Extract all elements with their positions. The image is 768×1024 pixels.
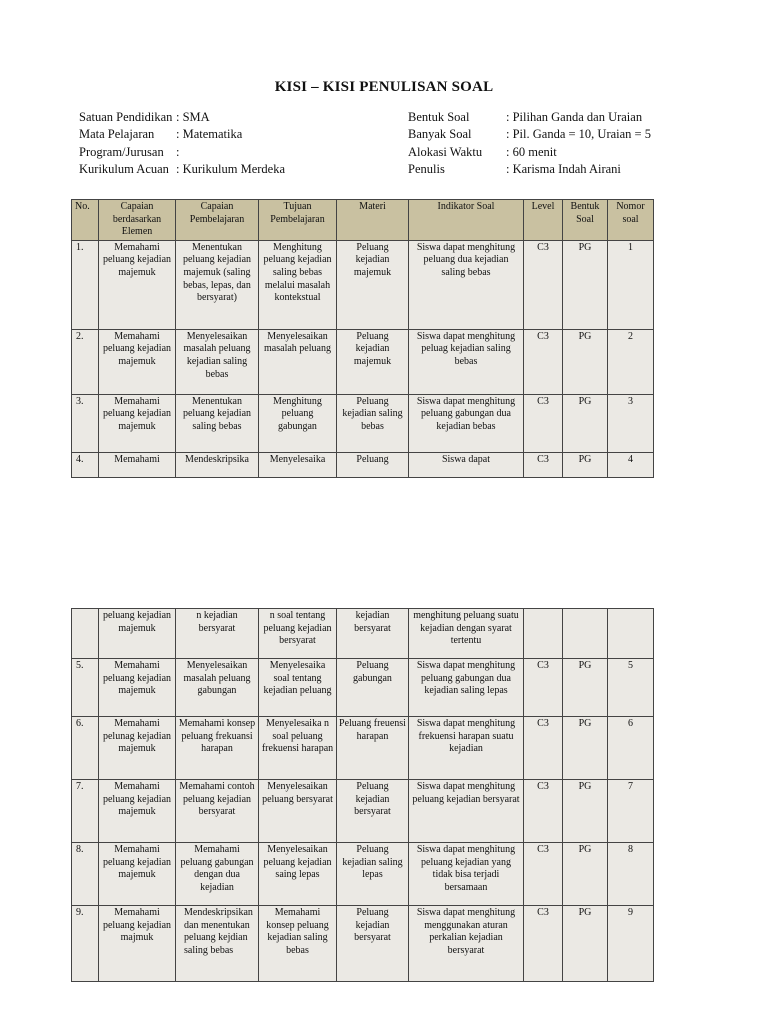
- meta-value: : SMA: [176, 110, 210, 124]
- table-row: [72, 717, 654, 780]
- cell-bentuk: PG: [563, 329, 608, 394]
- cell-materi: Peluang freuensi harapan: [337, 717, 409, 780]
- cell-indikator: Siswa dapat menghitung peluang gabungan dua kejadian saling lepas: [409, 659, 524, 717]
- meta-row: [408, 109, 651, 126]
- cell-level: C3: [524, 843, 563, 906]
- cell-materi: Peluang kejadian saling bebas: [337, 394, 409, 452]
- cell-nomor: 4: [608, 452, 654, 477]
- cell-indikator: Siswa dapat menghitung peluang dua kejadian saling bebas: [409, 240, 524, 329]
- header-no: No.: [72, 200, 99, 241]
- cell-indikator: Siswa dapat menghitung peluang kejadian yang tidak bisa terjadi bersamaan: [409, 843, 524, 906]
- document-meta-left: [79, 109, 285, 178]
- meta-row: [79, 126, 285, 143]
- meta-row: [79, 161, 285, 178]
- cell-indikator: menghitung peluang suatu kejadian dengan syarat tertentu: [409, 609, 524, 659]
- header-elemen: Capaian berdasarkan Elemen: [99, 200, 176, 241]
- cell-cp: n kejadian bersyarat: [176, 609, 259, 659]
- cell-no: 7.: [72, 780, 99, 843]
- document-meta-right: [408, 109, 651, 178]
- cell-materi: kejadian bersyarat: [337, 609, 409, 659]
- meta-value: : 60 menit: [506, 144, 557, 159]
- cell-nomor: 8: [608, 843, 654, 906]
- meta-row: [79, 144, 285, 161]
- cell-cp: Menyelesaikan masalah peluang gabungan: [176, 659, 259, 717]
- cell-cp: Memahami contoh peluang kejadian bersyarat: [176, 780, 259, 843]
- cell-cp: Menentukan peluang kejadian saling bebas: [176, 394, 259, 452]
- meta-value: :: [176, 144, 180, 159]
- cell-bentuk: PG: [563, 843, 608, 906]
- cell-nomor: 3: [608, 394, 654, 452]
- cell-indikator: Siswa dapat: [409, 452, 524, 477]
- cell-level: C3: [524, 329, 563, 394]
- cell-elemen: Memahami: [99, 452, 176, 477]
- table-row: [72, 659, 654, 717]
- meta-label: Mata Pelajaran: [79, 127, 155, 142]
- cell-level: C3: [524, 240, 563, 329]
- cell-no: [72, 609, 99, 659]
- cell-cp: Menentukan peluang kejadian majemuk (saling bebas, lepas, dan bersyarat): [176, 240, 259, 329]
- cell-cp: Memahami konsep peluang frekuansi harapan: [176, 717, 259, 780]
- kisi-table-page-1: [71, 199, 654, 478]
- cell-no: 9.: [72, 906, 99, 982]
- cell-elemen: Memahami peluang kejadian majemuk: [99, 329, 176, 394]
- cell-indikator: Siswa dapat menghitung menggunakan aturan perkalian kejadian bersyarat: [409, 906, 524, 982]
- cell-materi: Peluang kejadian bersyarat: [337, 906, 409, 982]
- meta-label: Kurikulum Acuan: [79, 161, 169, 176]
- table-row: [72, 843, 654, 906]
- header-indikator: Indikator Soal: [409, 200, 524, 241]
- cell-nomor: 9: [608, 906, 654, 982]
- cell-nomor: 6: [608, 717, 654, 780]
- cell-cp: Memahami peluang gabungan dengan dua kejadian: [176, 843, 259, 906]
- cell-level: C3: [524, 659, 563, 717]
- meta-row: [408, 144, 651, 161]
- cell-indikator: Siswa dapat menghitung peluang gabungan dua kejadian bebas: [409, 394, 524, 452]
- cell-nomor: 5: [608, 659, 654, 717]
- cell-bentuk: PG: [563, 394, 608, 452]
- cell-bentuk: PG: [563, 659, 608, 717]
- cell-cp: Menyelesaikan masalah peluang kejadian saling bebas: [176, 329, 259, 394]
- cell-tp: Menyelesaikan peluang kejadian saing lepas: [259, 843, 337, 906]
- meta-value: : Kurikulum Merdeka: [176, 161, 286, 176]
- cell-level: C3: [524, 394, 563, 452]
- table-header-row: [72, 200, 654, 241]
- cell-level: C3: [524, 906, 563, 982]
- cell-materi: Peluang gabungan: [337, 659, 409, 717]
- cell-nomor: 2: [608, 329, 654, 394]
- cell-tp: Menyelesaika: [259, 452, 337, 477]
- meta-label: Bentuk Soal: [408, 110, 470, 124]
- cell-nomor: 1: [608, 240, 654, 329]
- table-row: [72, 394, 654, 452]
- cell-materi: Peluang kejadian bersyarat: [337, 780, 409, 843]
- meta-value: : Pil. Ganda = 10, Uraian = 5: [506, 127, 651, 142]
- cell-no: 6.: [72, 717, 99, 780]
- cell-level: C3: [524, 717, 563, 780]
- meta-label: Alokasi Waktu: [408, 144, 483, 159]
- cell-no: 2.: [72, 329, 99, 394]
- meta-value: : Karisma Indah Airani: [506, 161, 621, 176]
- meta-value: : Matematika: [176, 127, 243, 142]
- table-row: [72, 906, 654, 982]
- cell-indikator: Siswa dapat menghitung peluag kejadian saling bebas: [409, 329, 524, 394]
- cell-bentuk: PG: [563, 452, 608, 477]
- cell-no: 1.: [72, 240, 99, 329]
- meta-label: Banyak Soal: [408, 127, 472, 142]
- header-capaian: Capaian Pembelajaran: [176, 200, 259, 241]
- cell-nomor: [608, 609, 654, 659]
- meta-row: [408, 126, 651, 143]
- cell-tp: Menyelesaikan peluang bersyarat: [259, 780, 337, 843]
- header-tujuan: Tujuan Pembelajaran: [259, 200, 337, 241]
- table-row: [72, 329, 654, 394]
- cell-tp: Menyelesaika soal tentang kejadian peluang: [259, 659, 337, 717]
- cell-indikator: Siswa dapat menghitung frekuensi harapan suatu kejadian: [409, 717, 524, 780]
- cell-elemen: Memahami pelunag kejadian majemuk: [99, 717, 176, 780]
- meta-row: [408, 161, 651, 178]
- meta-row: [79, 109, 285, 126]
- table-row: [72, 609, 654, 659]
- cell-no: 5.: [72, 659, 99, 717]
- cell-indikator: Siswa dapat menghitung peluang kejadian bersyarat: [409, 780, 524, 843]
- meta-label: Penulis: [408, 161, 445, 176]
- cell-elemen: Memahami peluang kejadian majemuk: [99, 240, 176, 329]
- header-nomor: Nomor soal: [608, 200, 654, 241]
- cell-level: C3: [524, 780, 563, 843]
- header-materi: Materi: [337, 200, 409, 241]
- cell-elemen: Memahami peluang kejadian majemuk: [99, 394, 176, 452]
- meta-value: : Pilihan Ganda dan Uraian: [506, 110, 643, 124]
- header-bentuk: Bentuk Soal: [563, 200, 608, 241]
- cell-materi: Peluang: [337, 452, 409, 477]
- cell-tp: Memahami konsep peluang kejadian saling bebas: [259, 906, 337, 982]
- cell-bentuk: [563, 609, 608, 659]
- cell-bentuk: PG: [563, 780, 608, 843]
- header-level: Level: [524, 200, 563, 241]
- cell-elemen: Memahami peluang kejadian majmuk: [99, 906, 176, 982]
- cell-level: C3: [524, 452, 563, 477]
- meta-label: Program/Jurusan: [79, 144, 164, 159]
- cell-elemen: peluang kejadian majemuk: [99, 609, 176, 659]
- table-row: [72, 240, 654, 329]
- cell-materi: Peluang kejadian majemuk: [337, 329, 409, 394]
- cell-nomor: 7: [608, 780, 654, 843]
- cell-bentuk: PG: [563, 717, 608, 780]
- cell-elemen: Memahami peluang kejadian majemuk: [99, 843, 176, 906]
- cell-tp: Menyelesaikan masalah peluang: [259, 329, 337, 394]
- meta-label: Satuan Pendidikan: [79, 110, 173, 124]
- cell-elemen: Memahami peluang kejadian majemuk: [99, 659, 176, 717]
- cell-bentuk: PG: [563, 906, 608, 982]
- cell-tp: Menghitung peluang kejadian saling bebas melalui masalah kontekstual: [259, 240, 337, 329]
- cell-no: 3.: [72, 394, 99, 452]
- cell-cp: Mendeskripsikan dan menentukan peluang kejdian saling bebas: [176, 906, 259, 982]
- cell-tp: Menyelesaika n soal peluang frekuensi harapan: [259, 717, 337, 780]
- cell-cp: Mendeskripsika: [176, 452, 259, 477]
- cell-no: 8.: [72, 843, 99, 906]
- kisi-table-page-2: [71, 608, 654, 982]
- page-title: KISI – KISI PENULISAN SOAL: [274, 79, 494, 95]
- cell-no: 4.: [72, 452, 99, 477]
- cell-bentuk: PG: [563, 240, 608, 329]
- cell-materi: Peluang kejadian saling lepas: [337, 843, 409, 906]
- cell-elemen: Memahami peluang kejadian majemuk: [99, 780, 176, 843]
- table-row: [72, 780, 654, 843]
- cell-tp: n soal tentang peluang kejadian bersyarat: [259, 609, 337, 659]
- cell-level: [524, 609, 563, 659]
- table-row: [72, 452, 654, 477]
- cell-materi: Peluang kejadian majemuk: [337, 240, 409, 329]
- cell-tp: Menghitung peluang gabungan: [259, 394, 337, 452]
